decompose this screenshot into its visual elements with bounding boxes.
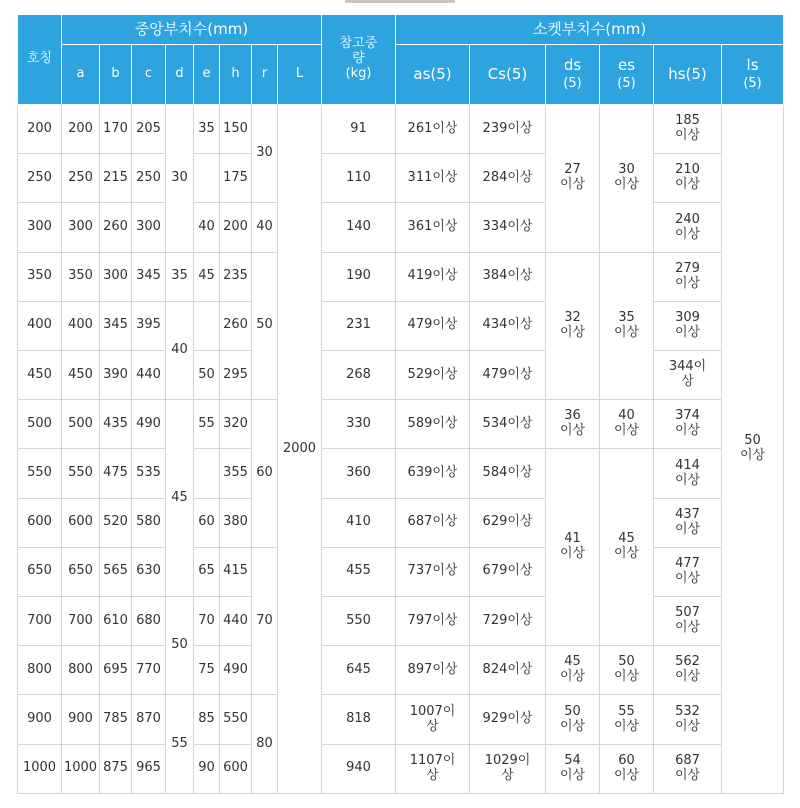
cell-b: 300	[100, 252, 132, 301]
header-nominal: 호칭	[18, 15, 62, 105]
cell-h: 235	[220, 252, 252, 301]
header-h: h	[220, 45, 252, 105]
cell-cs: 284이상	[470, 154, 546, 203]
cell-e: 70	[194, 597, 220, 646]
cell-nominal: 250	[18, 154, 62, 203]
cell-b: 520	[100, 498, 132, 547]
header-L: L	[278, 45, 322, 105]
cell-h: 175	[220, 154, 252, 203]
top-decoration-bar	[345, 0, 455, 3]
cell-b: 565	[100, 547, 132, 596]
cell-h: 200	[220, 203, 252, 252]
cell-weight: 91	[322, 105, 396, 154]
cell-weight: 140	[322, 203, 396, 252]
cell-e: 75	[194, 646, 220, 695]
cell-r: 50	[252, 252, 278, 400]
cell-cs: 239이상	[470, 105, 546, 154]
cell-h: 550	[220, 695, 252, 744]
cell-d: 50	[166, 597, 194, 695]
header-ls-label: ls	[746, 55, 759, 74]
cell-weight: 190	[322, 252, 396, 301]
cell-cs: 824이상	[470, 646, 546, 695]
cell-c: 440	[132, 351, 166, 400]
cell-nominal: 550	[18, 449, 62, 498]
cell-a: 300	[62, 203, 100, 252]
table-row	[18, 646, 784, 695]
header-socket-dims: 소켓부치수(mm)	[396, 15, 784, 45]
cell-ds: 41 이상	[546, 449, 600, 646]
cell-b: 610	[100, 597, 132, 646]
cell-hs: 210 이상	[654, 154, 722, 203]
cell-ls: 50 이상	[722, 105, 784, 794]
table-row	[18, 744, 784, 793]
cell-c: 250	[132, 154, 166, 203]
cell-nominal: 800	[18, 646, 62, 695]
cell-hs: 562 이상	[654, 646, 722, 695]
cell-c: 680	[132, 597, 166, 646]
cell-weight: 268	[322, 351, 396, 400]
cell-h: 440	[220, 597, 252, 646]
cell-nominal: 650	[18, 547, 62, 596]
cell-cs: 1029이 상	[470, 744, 546, 793]
cell-c: 770	[132, 646, 166, 695]
cell-c: 630	[132, 547, 166, 596]
cell-nominal: 700	[18, 597, 62, 646]
header-cs: Cs(5)	[470, 45, 546, 105]
cell-cs: 729이상	[470, 597, 546, 646]
header-ds	[546, 45, 600, 105]
cell-e: 45	[194, 252, 220, 301]
table-row	[18, 351, 784, 400]
cell-as: 529이상	[396, 351, 470, 400]
cell-nominal: 1000	[18, 744, 62, 793]
header-weight: 참고중 량 (kg)	[322, 15, 396, 105]
cell-a: 450	[62, 351, 100, 400]
cell-nominal: 900	[18, 695, 62, 744]
cell-e: 85	[194, 695, 220, 744]
cell-as: 311이상	[396, 154, 470, 203]
cell-a: 350	[62, 252, 100, 301]
cell-a: 500	[62, 400, 100, 449]
cell-a: 400	[62, 301, 100, 350]
cell-e: 90	[194, 744, 220, 793]
cell-d: 55	[166, 695, 194, 794]
cell-nominal: 400	[18, 301, 62, 350]
cell-h: 490	[220, 646, 252, 695]
header-hs: hs(5)	[654, 45, 722, 105]
pipe-dimension-table	[17, 14, 784, 794]
cell-weight: 818	[322, 695, 396, 744]
table-row	[18, 203, 784, 252]
cell-as: 589이상	[396, 400, 470, 449]
table-row	[18, 547, 784, 596]
cell-nominal: 300	[18, 203, 62, 252]
cell-h: 600	[220, 744, 252, 793]
cell-e: 40	[194, 203, 220, 252]
table-row	[18, 400, 784, 449]
cell-nominal: 200	[18, 105, 62, 154]
cell-c: 965	[132, 744, 166, 793]
cell-h: 355	[220, 449, 252, 498]
header-e: e	[194, 45, 220, 105]
cell-c: 395	[132, 301, 166, 350]
header-es-label: es	[617, 55, 636, 74]
cell-ds: 45 이상	[546, 646, 600, 695]
cell-hs: 279 이상	[654, 252, 722, 301]
cell-weight: 330	[322, 400, 396, 449]
cell-c: 300	[132, 203, 166, 252]
cell-es: 45 이상	[600, 449, 654, 646]
cell-hs: 240 이상	[654, 203, 722, 252]
cell-weight: 455	[322, 547, 396, 596]
table-row	[18, 597, 784, 646]
cell-nominal: 450	[18, 351, 62, 400]
header-ls-sub: (5)	[743, 76, 762, 92]
cell-weight: 550	[322, 597, 396, 646]
header-as: as(5)	[396, 45, 470, 105]
cell-as: 737이상	[396, 547, 470, 596]
cell-hs: 687 이상	[654, 744, 722, 793]
cell-a: 200	[62, 105, 100, 154]
cell-c: 580	[132, 498, 166, 547]
cell-a: 900	[62, 695, 100, 744]
cell-hs: 344이 상	[654, 351, 722, 400]
header-ds-sub: (5)	[563, 76, 582, 92]
cell-nominal: 350	[18, 252, 62, 301]
cell-as: 479이상	[396, 301, 470, 350]
cell-c: 345	[132, 252, 166, 301]
cell-cs: 334이상	[470, 203, 546, 252]
cell-d: 40	[166, 301, 194, 399]
table-row	[18, 695, 784, 744]
cell-weight: 410	[322, 498, 396, 547]
cell-cs: 629이상	[470, 498, 546, 547]
cell-cs: 479이상	[470, 351, 546, 400]
table-row	[18, 252, 784, 301]
header-es	[600, 45, 654, 105]
cell-es: 50 이상	[600, 646, 654, 695]
cell-nominal: 600	[18, 498, 62, 547]
cell-b: 695	[100, 646, 132, 695]
cell-e: 55	[194, 400, 220, 449]
cell-as: 897이상	[396, 646, 470, 695]
table-row	[18, 449, 784, 498]
table-row	[18, 301, 784, 350]
cell-ds: 50 이상	[546, 695, 600, 744]
table-row	[18, 498, 784, 547]
cell-e	[194, 449, 220, 498]
cell-h: 150	[220, 105, 252, 154]
cell-a: 1000	[62, 744, 100, 793]
header-a: a	[62, 45, 100, 105]
cell-ds: 27 이상	[546, 105, 600, 253]
cell-es: 60 이상	[600, 744, 654, 793]
cell-e: 35	[194, 105, 220, 154]
cell-d: 45	[166, 400, 194, 597]
cell-es: 40 이상	[600, 400, 654, 449]
cell-b: 260	[100, 203, 132, 252]
cell-as: 419이상	[396, 252, 470, 301]
cell-hs: 414 이상	[654, 449, 722, 498]
header-r: r	[252, 45, 278, 105]
cell-h: 380	[220, 498, 252, 547]
cell-b: 875	[100, 744, 132, 793]
cell-b: 170	[100, 105, 132, 154]
cell-as: 1007이 상	[396, 695, 470, 744]
cell-as: 361이상	[396, 203, 470, 252]
cell-cs: 434이상	[470, 301, 546, 350]
cell-hs: 477 이상	[654, 547, 722, 596]
cell-c: 490	[132, 400, 166, 449]
cell-c: 205	[132, 105, 166, 154]
cell-weight: 110	[322, 154, 396, 203]
header-d: d	[166, 45, 194, 105]
cell-r: 30	[252, 105, 278, 203]
cell-e: 50	[194, 351, 220, 400]
cell-as: 797이상	[396, 597, 470, 646]
cell-L: 2000	[278, 105, 322, 794]
cell-a: 800	[62, 646, 100, 695]
cell-e: 60	[194, 498, 220, 547]
cell-b: 475	[100, 449, 132, 498]
cell-h: 260	[220, 301, 252, 350]
table-row	[18, 105, 784, 154]
cell-nominal: 500	[18, 400, 62, 449]
cell-c: 535	[132, 449, 166, 498]
cell-a: 550	[62, 449, 100, 498]
header-es-sub: (5)	[617, 76, 636, 92]
cell-as: 687이상	[396, 498, 470, 547]
cell-b: 785	[100, 695, 132, 744]
header-ds-label: ds	[563, 55, 582, 74]
cell-b: 215	[100, 154, 132, 203]
header-c: c	[132, 45, 166, 105]
cell-b: 390	[100, 351, 132, 400]
header-ls	[722, 45, 784, 105]
cell-es: 55 이상	[600, 695, 654, 744]
cell-cs: 929이상	[470, 695, 546, 744]
cell-hs: 532 이상	[654, 695, 722, 744]
cell-es: 30 이상	[600, 105, 654, 253]
cell-hs: 185 이상	[654, 105, 722, 154]
cell-b: 435	[100, 400, 132, 449]
cell-weight: 360	[322, 449, 396, 498]
cell-hs: 437 이상	[654, 498, 722, 547]
cell-a: 600	[62, 498, 100, 547]
cell-as: 1107이 상	[396, 744, 470, 793]
cell-ds: 54 이상	[546, 744, 600, 793]
cell-ds: 32 이상	[546, 252, 600, 400]
cell-e	[194, 154, 220, 203]
cell-r: 80	[252, 695, 278, 794]
cell-a: 700	[62, 597, 100, 646]
cell-r: 70	[252, 547, 278, 695]
cell-a: 250	[62, 154, 100, 203]
cell-cs: 679이상	[470, 547, 546, 596]
cell-cs: 384이상	[470, 252, 546, 301]
cell-ds: 36 이상	[546, 400, 600, 449]
cell-weight: 645	[322, 646, 396, 695]
cell-a: 650	[62, 547, 100, 596]
cell-h: 295	[220, 351, 252, 400]
cell-d: 30	[166, 105, 194, 253]
cell-r: 60	[252, 400, 278, 548]
cell-c: 870	[132, 695, 166, 744]
table-row	[18, 154, 784, 203]
cell-e: 65	[194, 547, 220, 596]
cell-h: 320	[220, 400, 252, 449]
cell-hs: 374 이상	[654, 400, 722, 449]
cell-r: 40	[252, 203, 278, 252]
cell-h: 415	[220, 547, 252, 596]
cell-hs: 507 이상	[654, 597, 722, 646]
cell-weight: 231	[322, 301, 396, 350]
cell-as: 639이상	[396, 449, 470, 498]
cell-b: 345	[100, 301, 132, 350]
header-central-dims: 중앙부치수(mm)	[62, 15, 322, 45]
cell-e	[194, 301, 220, 350]
cell-cs: 584이상	[470, 449, 546, 498]
cell-cs: 534이상	[470, 400, 546, 449]
cell-hs: 309 이상	[654, 301, 722, 350]
cell-d: 35	[166, 252, 194, 301]
cell-as: 261이상	[396, 105, 470, 154]
header-b: b	[100, 45, 132, 105]
cell-weight: 940	[322, 744, 396, 793]
cell-es: 35 이상	[600, 252, 654, 400]
